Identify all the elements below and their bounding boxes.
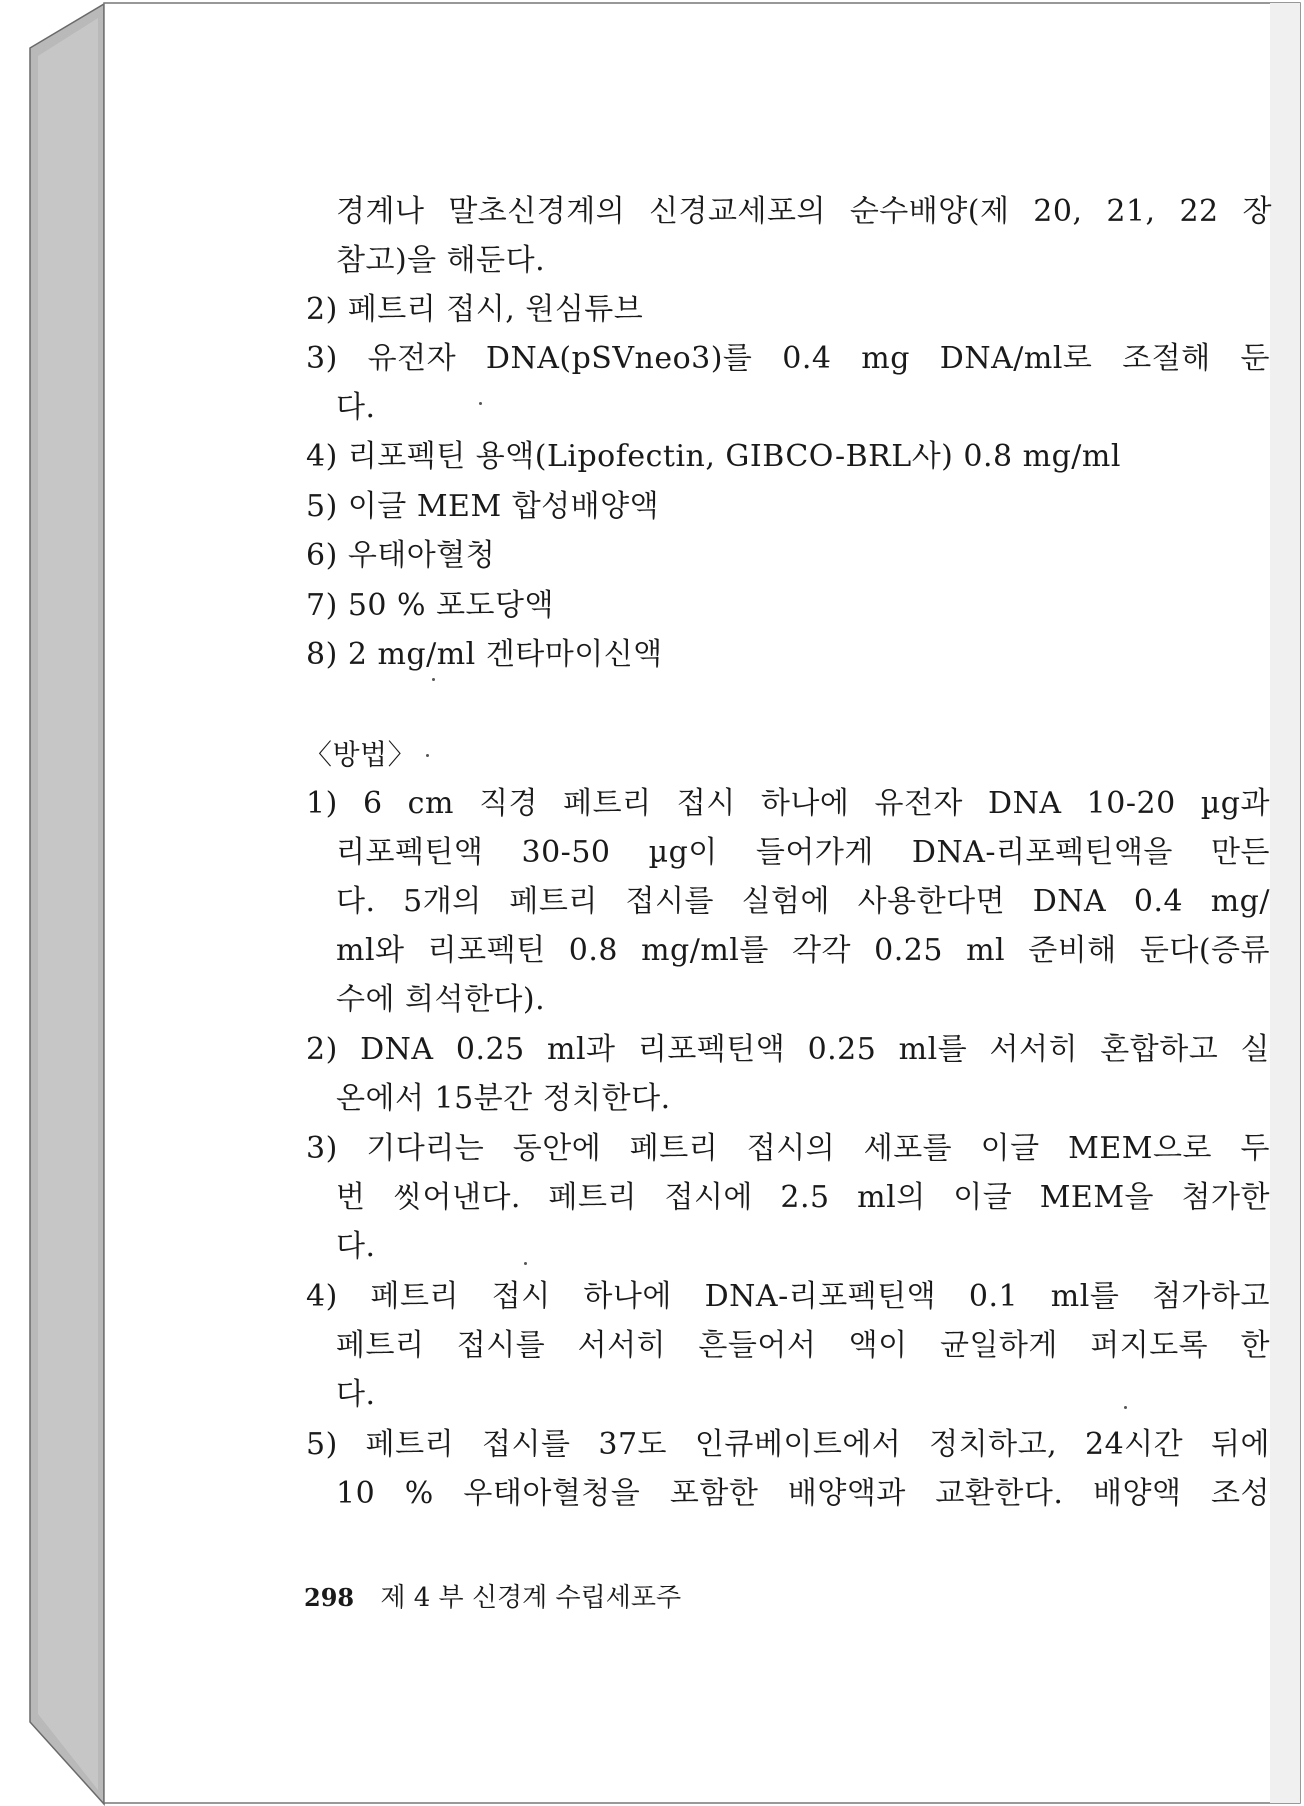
- running-title: 제 4 부 신경계 수립세포주: [380, 1583, 682, 1613]
- text-line: 다.: [336, 1229, 376, 1264]
- text-line: 다. 5개의 페트리 접시를 실험에 사용한다면 DNA 0.4 mg/: [336, 884, 1270, 919]
- section-heading-method: 〈방법〉: [304, 738, 417, 771]
- method-step-3: 3) 기다리는 동안에 페트리 접시의 세포를 이글 MEM으로 두: [306, 1131, 1270, 1166]
- list-item-5: 5) 이글 MEM 합성배양액: [306, 489, 660, 524]
- method-step-5: 5) 페트리 접시를 37도 인큐베이트에서 정치하고, 24시간 뒤에: [306, 1427, 1270, 1462]
- scan-speck: [479, 402, 482, 405]
- scan-speck: [432, 678, 435, 681]
- text-line: 다.: [336, 390, 376, 425]
- method-step-1: 1) 6 cm 직경 페트리 접시 하나에 유전자 DNA 10-20 µg과: [306, 786, 1270, 821]
- book-spine-highlight: [38, 18, 98, 1790]
- text-line: 온에서 15분간 정치한다.: [336, 1081, 671, 1116]
- method-step-4: 4) 페트리 접시 하나에 DNA-리포펙틴액 0.1 ml를 첨가하고: [306, 1279, 1270, 1314]
- text-line: ml와 리포펙틴 0.8 mg/ml를 각각 0.25 ml 준비해 둔다(증류: [336, 933, 1270, 968]
- text-line: 페트리 접시를 서서히 흔들어서 액이 균일하게 퍼지도록 한: [336, 1328, 1270, 1363]
- list-item-8: 8) 2 mg/ml 겐타마이신액: [306, 637, 663, 672]
- text-line: 번 씻어낸다. 페트리 접시에 2.5 ml의 이글 MEM을 첨가한: [336, 1180, 1270, 1215]
- scan-speck: [524, 1262, 527, 1265]
- text-line: 리포펙틴액 30-50 µg이 들어가게 DNA-리포펙틴액을 만든: [336, 835, 1270, 870]
- list-item-3: 3) 유전자 DNA(pSVneo3)를 0.4 mg DNA/ml로 조절해 둔: [306, 341, 1270, 376]
- page-number: 298: [304, 1583, 355, 1612]
- method-step-2: 2) DNA 0.25 ml과 리포펙틴액 0.25 ml를 서서히 혼합하고 실: [306, 1032, 1270, 1067]
- text-line: 10 % 우태아혈청을 포함한 배양액과 교환한다. 배양액 조성: [336, 1476, 1270, 1511]
- document-page: [104, 2, 1302, 1804]
- text-line: 참고)을 해둔다.: [336, 243, 546, 278]
- list-item-7: 7) 50 % 포도당액: [306, 588, 554, 623]
- list-item-2: 2) 페트리 접시, 원심튜브: [306, 292, 644, 327]
- scan-speck: [426, 754, 429, 757]
- text-line: 경계나 말초신경계의 신경교세포의 순수배양(제 20, 21, 22 장: [336, 194, 1272, 229]
- page-footer: [304, 1582, 681, 1614]
- list-item-4: 4) 리포펙틴 용액(Lipofectin, GIBCO-BRL사) 0.8 mg/ml: [306, 439, 1121, 474]
- list-item-6: 6) 우태아혈청: [306, 538, 496, 573]
- text-line: 수에 희석한다).: [336, 982, 546, 1017]
- scan-speck: [1124, 1406, 1127, 1409]
- text-line: 다.: [336, 1377, 376, 1412]
